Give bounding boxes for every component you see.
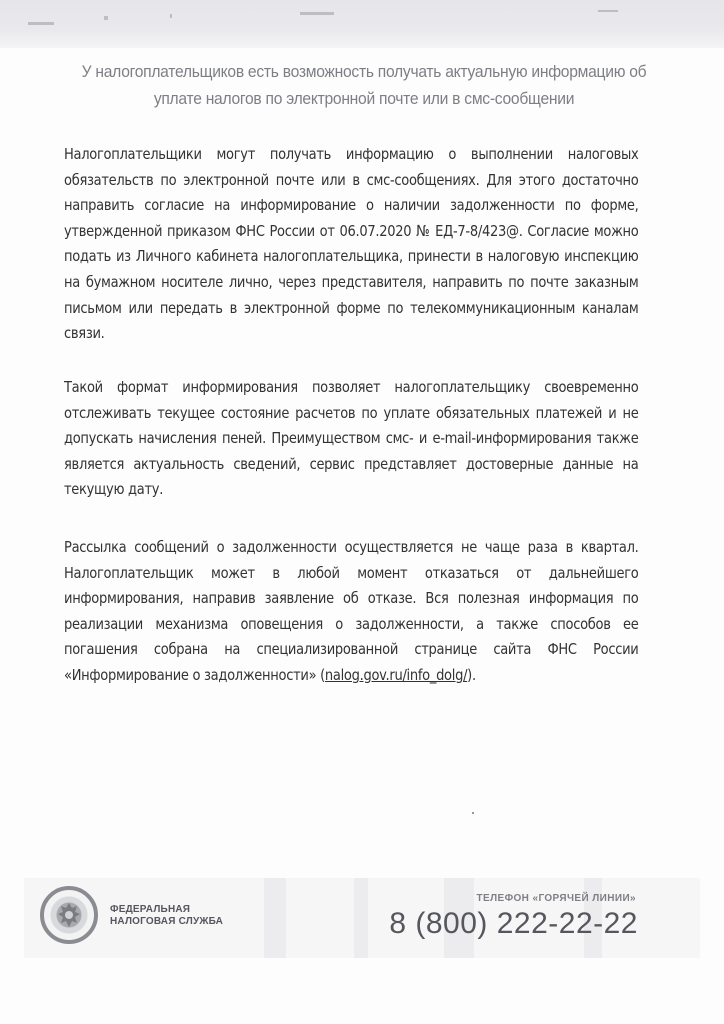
org-line-1: ФЕДЕРАЛЬНАЯ xyxy=(110,904,191,915)
scan-speck xyxy=(104,16,108,20)
fns-org-name xyxy=(110,904,223,928)
info-dolg-link[interactable]: nalog.gov.ru/info_dolg/ xyxy=(324,665,468,684)
title-line-1: У налогоплательщиков есть возможность получать актуальную информацию об xyxy=(81,62,647,81)
paragraph-2: Такой формат информирования позволяет налогоплательщику своевременно отслеживать текущее состояние расчетов по уплате обязательных платежей и не допускать начисления пеней. Преимуществом смс- и e-mail-информирования также является актуальность сведений, сервис представляет достоверные данные на текущую дату. xyxy=(64,378,639,499)
scan-artifact-band xyxy=(0,0,724,48)
footer-stripe xyxy=(264,878,286,958)
paragraph-3-end: ). xyxy=(467,665,476,684)
scan-speck xyxy=(300,12,334,15)
document-title xyxy=(66,58,662,112)
org-line-2: НАЛОГОВАЯ СЛУЖБА xyxy=(110,916,224,927)
footer-stripe xyxy=(354,878,368,958)
scan-speck xyxy=(28,22,54,25)
paragraph-3-text: Рассылка сообщений о задолженности осуществляется не чаще раза в квартал. Налогоплательщик может в любой момент отказаться от дальнейшего информирования, направив заявление об отказе. Вся полезная информация по реализации механизма оповещения о задолженности, а также способов ее погашения собрана на специализированной странице сайта ФНС России «Информирование о задолженности» ( xyxy=(64,538,639,684)
scan-speck xyxy=(598,10,618,12)
hotline-number: 8 (800) 222-22-22 xyxy=(389,907,638,940)
scan-dot xyxy=(472,812,474,814)
hotline-label: ТЕЛЕФОН «ГОРЯЧЕЙ ЛИНИИ» xyxy=(476,893,636,904)
paragraph-1: Налогоплательщики могут получать информацию о выполнении налоговых обязательств по электронной почте или в смс-сообщениях. Для этого достаточно направить согласие на информирование о наличии задолженности по форме, утвержденной приказом ФНС России от 06.07.2020 № ЕД-7-8/423@. Согласие можно подать из Личного кабинета налогоплательщика, принести в налоговую инспекцию на бумажном носителе лично, через представителя, направить по почте заказным письмом или передать в электронной форме по телекоммуникационным каналам связи. xyxy=(64,145,639,343)
title-line-2: уплате налогов по электронной почте или в смс-сообщении xyxy=(153,89,575,108)
scan-speck xyxy=(170,14,172,18)
fns-emblem-icon xyxy=(40,886,98,944)
paragraph-3 xyxy=(64,535,638,689)
